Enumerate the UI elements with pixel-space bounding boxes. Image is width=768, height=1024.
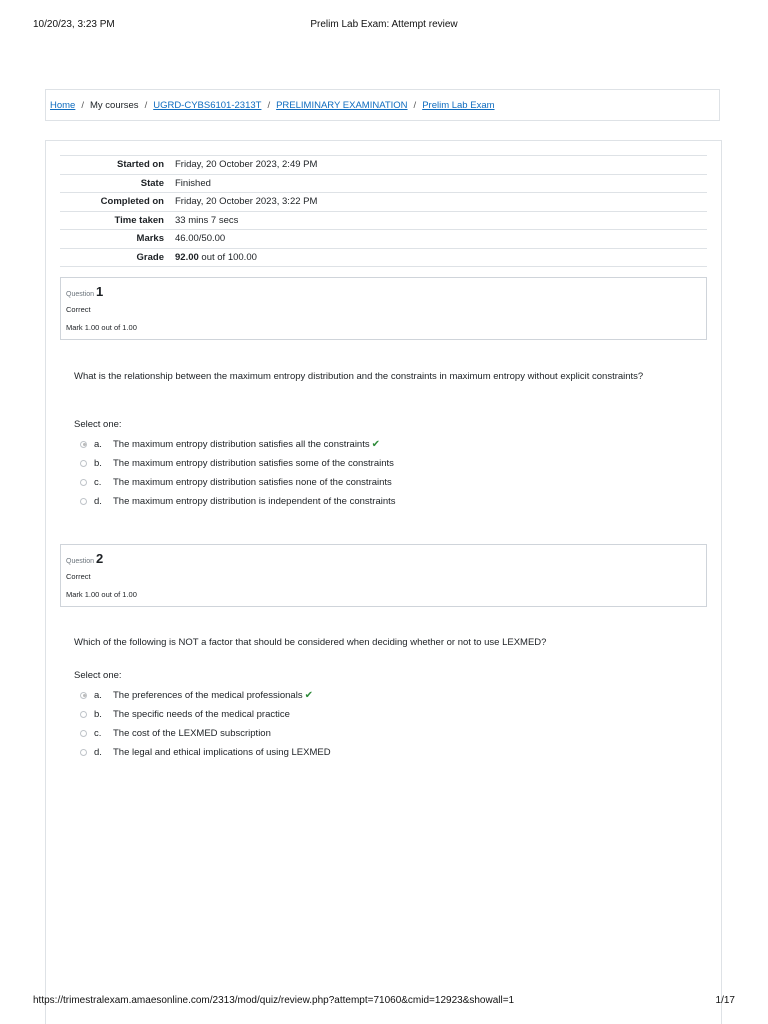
answer-option[interactable]: [80, 745, 331, 759]
question-grade: Mark 1.00 out of 1.00: [66, 323, 137, 332]
answer-option[interactable]: [80, 494, 396, 508]
breadcrumb-my-courses: My courses: [89, 99, 139, 111]
answer-option[interactable]: [80, 726, 271, 740]
breadcrumb-quiz-link[interactable]: Prelim Lab Exam: [422, 99, 495, 111]
summary-label: Time taken: [60, 211, 170, 230]
summary-row-grade: [60, 248, 707, 267]
radio-button[interactable]: [80, 460, 87, 467]
answer-text: The cost of the LEXMED subscription: [113, 727, 271, 739]
print-url: https://trimestralexam.amaesonline.com/2313/mod/quiz/review.php?attempt=71060&cmid=12923&showall=1: [33, 995, 515, 1006]
radio-button-selected[interactable]: [80, 692, 87, 699]
summary-label: Marks: [60, 230, 170, 249]
breadcrumb: [45, 89, 720, 121]
question-grade: Mark 1.00 out of 1.00: [66, 590, 137, 599]
print-date: 10/20/23, 3:23 PM: [33, 19, 115, 30]
select-one-label: Select one:: [74, 670, 122, 681]
summary-row-state: [60, 174, 707, 193]
check-icon: ✔: [371, 438, 380, 450]
attempt-summary-table: [60, 155, 707, 267]
answer-option[interactable]: [80, 475, 392, 489]
summary-row-completed-on: [60, 193, 707, 212]
breadcrumb-home-link[interactable]: Home: [50, 99, 76, 111]
question-info-box: [60, 277, 707, 340]
radio-button[interactable]: [80, 498, 87, 505]
breadcrumb-section-link[interactable]: PRELIMINARY EXAMINATION: [276, 99, 408, 111]
answer-text: The maximum entropy distribution satisfies none of the constraints: [113, 476, 392, 488]
answer-letter: d.: [94, 746, 102, 758]
radio-button-selected[interactable]: [80, 441, 87, 448]
print-header: [33, 19, 735, 33]
summary-row-time-taken: [60, 211, 707, 230]
answer-letter: c.: [94, 727, 102, 739]
question-number: Question 2: [66, 551, 104, 566]
answer-letter: b.: [94, 457, 102, 469]
answer-option[interactable]: [80, 437, 380, 451]
print-page-number: 1/17: [715, 995, 735, 1006]
breadcrumb-separator: /: [144, 99, 148, 111]
radio-button[interactable]: [80, 711, 87, 718]
summary-value: 33 mins 7 secs: [170, 211, 707, 230]
summary-label: State: [60, 174, 170, 193]
check-icon: ✔: [304, 689, 313, 701]
question-info-box: [60, 544, 707, 607]
question-number: Question 1: [66, 284, 104, 299]
question-text: What is the relationship between the maximum entropy distribution and the constraints in maximum entropy without explicit constraints?: [74, 371, 644, 382]
summary-value: Friday, 20 October 2023, 3:22 PM: [170, 193, 707, 212]
summary-value: [170, 248, 707, 267]
summary-value: Finished: [170, 174, 707, 193]
print-title: Prelim Lab Exam: Attempt review: [310, 19, 458, 30]
radio-button[interactable]: [80, 479, 87, 486]
answer-letter: d.: [94, 495, 102, 507]
answer-text: The preferences of the medical professionals: [113, 689, 303, 701]
summary-label: Completed on: [60, 193, 170, 212]
breadcrumb-separator: /: [413, 99, 417, 111]
summary-label: Started on: [60, 156, 170, 175]
answer-letter: a.: [94, 438, 102, 450]
answer-text: The specific needs of the medical practice: [113, 708, 290, 720]
radio-button[interactable]: [80, 749, 87, 756]
answer-text: The legal and ethical implications of using LEXMED: [113, 746, 331, 758]
answer-letter: c.: [94, 476, 102, 488]
radio-button[interactable]: [80, 730, 87, 737]
print-footer: [33, 995, 735, 1009]
answer-text: The maximum entropy distribution satisfies all the constraints: [113, 438, 370, 450]
answer-letter: a.: [94, 689, 102, 701]
breadcrumb-separator: /: [81, 99, 84, 111]
summary-row-started-on: [60, 156, 707, 175]
answer-text: The maximum entropy distribution is independent of the constraints: [113, 495, 396, 507]
question-text: Which of the following is NOT a factor that should be considered when deciding whether or not to use LEXMED?: [74, 637, 547, 648]
question-state: Correct: [66, 572, 91, 581]
answer-text: The maximum entropy distribution satisfies some of the constraints: [113, 457, 394, 469]
answer-option[interactable]: [80, 456, 394, 470]
breadcrumb-separator: /: [267, 99, 271, 111]
answer-letter: b.: [94, 708, 102, 720]
breadcrumb-course-link[interactable]: UGRD-CYBS6101-2313T: [153, 99, 262, 111]
grade-out-of: out of 100.00: [198, 251, 257, 263]
summary-value: Friday, 20 October 2023, 2:49 PM: [170, 156, 707, 175]
answer-option[interactable]: [80, 707, 290, 721]
answer-option[interactable]: [80, 688, 313, 702]
grade-score: 92.00: [175, 251, 199, 263]
summary-value: 46.00/50.00: [170, 230, 707, 249]
question-state: Correct: [66, 305, 91, 314]
summary-label: Grade: [60, 248, 170, 267]
summary-row-marks: [60, 230, 707, 249]
select-one-label: Select one:: [74, 419, 122, 430]
